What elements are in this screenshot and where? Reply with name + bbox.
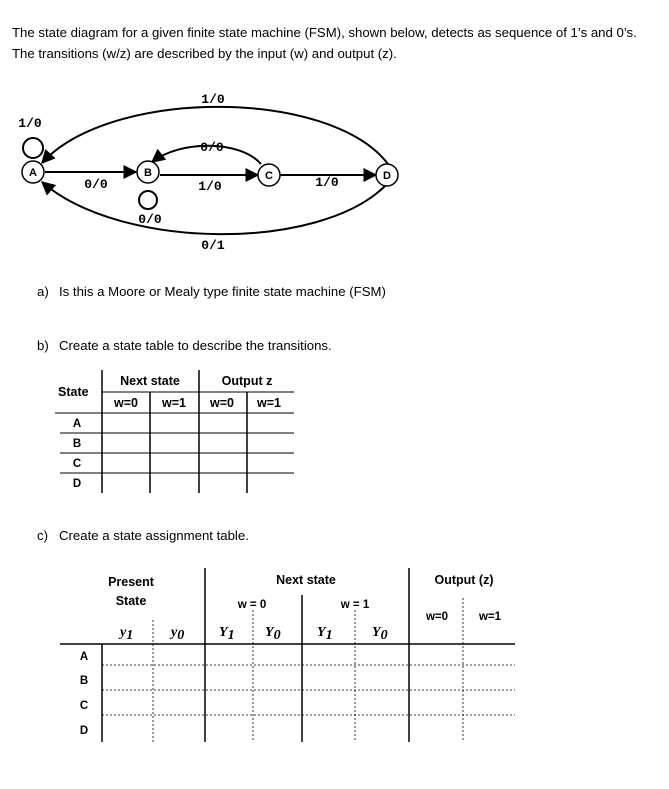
row-label: A	[79, 651, 89, 663]
present-header: State	[115, 594, 147, 608]
row-label: C	[79, 700, 89, 712]
intro-text: The state diagram for a given finite state machine (FSM), shown below, detects as sequence of 1’s and 0’s. The transitions (w/z) are described by the input (w) and output (z).	[12, 25, 637, 61]
next-state-header: Next state	[120, 374, 180, 388]
row-label: A	[72, 418, 82, 430]
question-b-text: Create a state table to describe the transitions.	[59, 338, 332, 353]
next-state-header: Next state	[276, 573, 336, 587]
output-w0-header: w=0	[425, 611, 449, 623]
state-label-c: C	[265, 170, 273, 182]
state-label-d: D	[383, 170, 391, 182]
row-label: B	[79, 675, 89, 687]
w0-header: w = 0	[237, 599, 267, 611]
row-label: B	[72, 438, 82, 450]
label-b-b: 0/0	[138, 212, 162, 227]
label-c-d: 1/0	[315, 175, 339, 190]
row-label: D	[72, 478, 82, 490]
label-a-a: 1/0	[18, 116, 42, 131]
state-header: State	[58, 385, 89, 399]
output-header: Output (z)	[434, 573, 494, 587]
question-c-letter: c)	[37, 528, 48, 543]
question-a-text: Is this a Moore or Mealy type finite state machine (FSM)	[59, 284, 386, 299]
question-c-text: Create a state assignment table.	[59, 528, 249, 543]
label-d-a-top: 1/0	[201, 92, 225, 107]
var-y0: y0	[171, 625, 185, 643]
question-a-letter: a)	[37, 284, 49, 299]
sub-header: w=0	[210, 396, 234, 410]
sub-header: w=1	[162, 396, 186, 410]
present-header: Present	[108, 575, 154, 589]
label-b-c: 1/0	[198, 179, 222, 194]
label-d-a-bottom: 0/1	[201, 238, 225, 253]
output-header: Output z	[221, 374, 273, 388]
label-c-b: 0/0	[200, 140, 224, 155]
question-b-letter: b)	[37, 338, 49, 353]
sub-header: w=0	[114, 396, 138, 410]
var-Y0: Y0	[265, 625, 281, 643]
row-label: D	[79, 725, 89, 737]
row-label: C	[72, 458, 82, 470]
state-label-a: A	[29, 167, 37, 179]
var-Y0: Y0	[372, 625, 388, 643]
state-label-b: B	[144, 167, 152, 179]
label-a-b: 0/0	[84, 177, 108, 192]
w1-header: w = 1	[340, 599, 370, 611]
var-Y1: Y1	[317, 625, 333, 643]
var-Y1: Y1	[219, 625, 235, 643]
sub-header: w=1	[257, 396, 281, 410]
var-y1: y1	[120, 625, 134, 643]
output-w1-header: w=1	[478, 611, 502, 623]
